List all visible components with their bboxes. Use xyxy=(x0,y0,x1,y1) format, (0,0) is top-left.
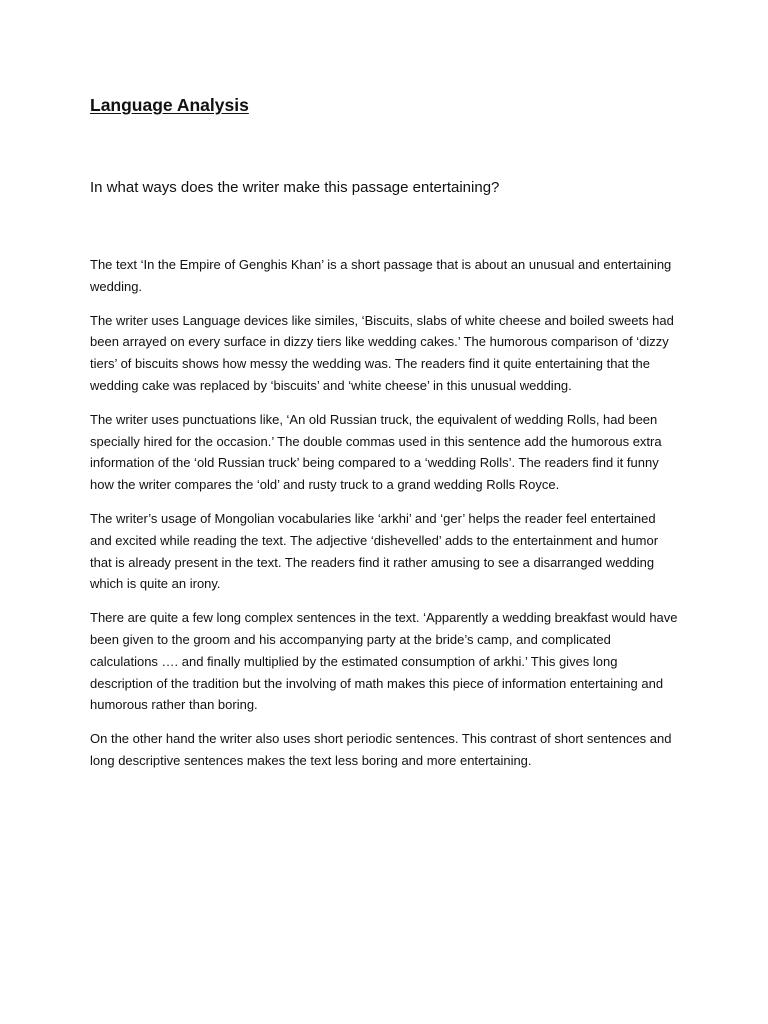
paragraph-punctuation: The writer uses punctuations like, ‘An old Russian truck, the equivalent of wedding Rolls, had been specially hired for the occasion.’ The double commas used in this sentence add the humorous extra information of the ‘old Russian truck’ being compared to a ‘wedding Rolls’. The readers find it funny how the writer compares the ‘old’ and rusty truck to a grand wedding Rolls Royce. xyxy=(90,411,662,493)
paragraph-complex-sentences: There are quite a few long complex sentences in the text. ‘Apparently a wedding breakfast would have been given to the groom and his accompanying party at the bride’s camp, and complicated calculations …. and finally multiplied by the estimated consumption of arkhi.’ This gives long description of the tradition but the involving of math makes this piece of information entertaining and humorous rather than boring. xyxy=(90,610,678,713)
essay-body xyxy=(90,254,680,784)
paragraph-similes: The writer uses Language devices like similes, ‘Biscuits, slabs of white cheese and boiled sweets had been arrayed on every surface in dizzy tiers like wedding cakes.’ The humorous comparison of ‘dizzy tiers’ of biscuits shows how messy the wedding was. The readers find it quite entertaining that the wedding cake was replaced by ‘biscuits’ and ‘white cheese’ in this unusual wedding. xyxy=(90,312,674,393)
paragraph-short-sentences: On the other hand the writer also uses short periodic sentences. This contrast of short sentences and long descriptive sentences makes the text less boring and more entertaining. xyxy=(90,731,672,768)
paragraph-vocabulary: The writer’s usage of Mongolian vocabularies like ‘arkhi’ and ‘ger’ helps the reader feel entertained and excited while reading the text. The adjective ‘dishevelled’ adds to the entertainment and humor that is already present in the text. The readers find it rather amusing to see a disarranged wedding which is quite an irony. xyxy=(90,510,659,592)
document-title: Language Analysis xyxy=(90,95,249,115)
essay-question: In what ways does the writer make this passage entertaining? xyxy=(90,179,500,196)
paragraph-intro: The text ‘In the Empire of Genghis Khan’ is a short passage that is about an unusual and entertaining wedding. xyxy=(90,257,672,294)
